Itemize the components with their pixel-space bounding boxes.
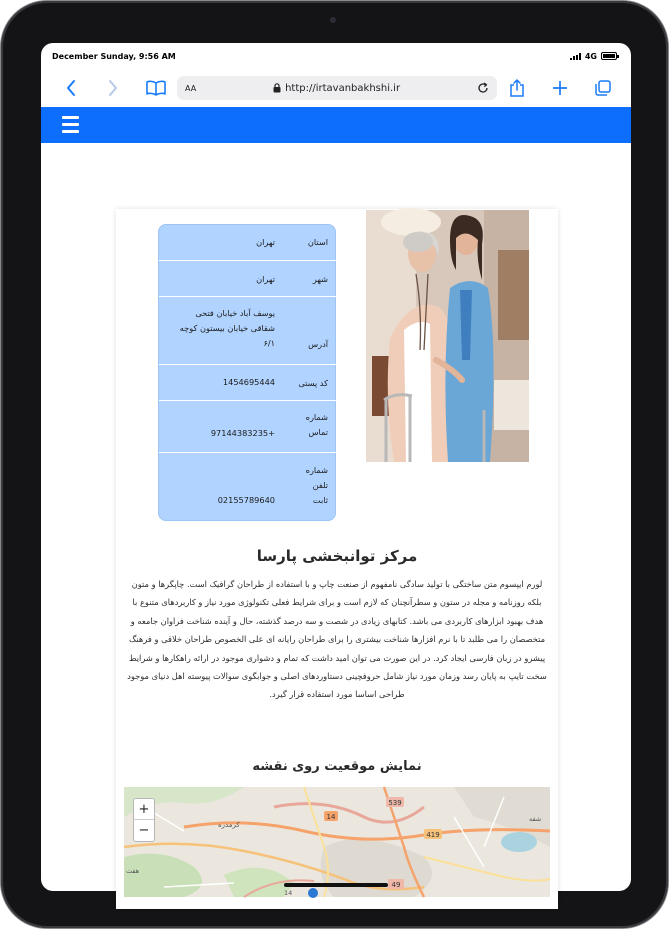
info-value: 02155789640	[217, 495, 275, 505]
battery-icon	[601, 52, 617, 60]
info-value: تهران	[256, 237, 275, 247]
info-value: +97144383235	[210, 428, 275, 438]
info-value: تهران	[256, 274, 275, 284]
hamburger-icon[interactable]	[62, 116, 79, 133]
caregiver-photo	[366, 210, 529, 462]
map-edge-label-left: هفت	[126, 867, 140, 875]
lock-icon	[273, 83, 281, 93]
chevron-right-icon	[108, 80, 118, 96]
new-tab-button[interactable]	[548, 77, 572, 99]
status-bar	[41, 43, 631, 69]
forward-button[interactable]	[101, 77, 125, 99]
browser-toolbar	[41, 69, 631, 107]
site-navbar	[41, 107, 631, 143]
info-label: استان	[307, 237, 328, 247]
info-row-postal-code	[159, 365, 337, 401]
info-row-landline	[159, 453, 337, 522]
info-table	[158, 224, 336, 521]
info-row-address	[159, 297, 337, 365]
info-label: شهر	[312, 274, 328, 284]
info-row-city	[159, 261, 337, 297]
info-label: شماره تلفن ثابت	[305, 465, 328, 505]
info-row-province	[159, 225, 337, 261]
reader-button[interactable]: AA	[185, 83, 197, 93]
info-row-phone	[159, 401, 337, 453]
road-label-partial: 14	[284, 889, 293, 897]
road-label-49: 49	[391, 881, 401, 889]
network-label: 4G	[584, 51, 597, 61]
district-label: کرمدره	[218, 821, 240, 829]
book-icon	[146, 80, 166, 96]
screen	[41, 43, 631, 897]
bookmarks-button[interactable]	[144, 77, 168, 99]
reload-icon[interactable]	[477, 82, 489, 94]
location-map[interactable]	[124, 787, 550, 897]
url-display	[196, 83, 477, 94]
url-text: http://irtavanbakhshi.ir	[285, 82, 401, 94]
zoom-out-button[interactable]: −	[138, 823, 150, 838]
home-indicator[interactable]	[284, 883, 388, 887]
signal-icon	[570, 53, 581, 60]
info-value: 1454695444	[222, 377, 275, 387]
status-indicators	[570, 52, 617, 61]
share-icon	[510, 79, 524, 97]
road-label-419: 419	[426, 831, 440, 839]
info-label: آدرس	[308, 339, 328, 349]
tablet-frame	[1, 1, 668, 928]
status-datetime: December Sunday, 9:56 AM	[52, 51, 176, 61]
tabs-button[interactable]	[591, 77, 615, 99]
share-button[interactable]	[505, 77, 529, 99]
info-label: شماره تماس	[305, 412, 328, 437]
tabs-icon	[595, 80, 611, 96]
zoom-in-button[interactable]: +	[134, 799, 154, 820]
location-marker-icon[interactable]	[308, 888, 318, 898]
plus-icon	[553, 81, 567, 95]
map-tiles	[124, 787, 550, 897]
road-label-539: 539	[388, 799, 402, 807]
map-zoom-control	[133, 798, 155, 842]
info-value: یوسف آباد خیابان فتحی شقاقی خیابان بیستون کوچه ۶/۱	[179, 308, 275, 348]
address-bar[interactable]	[177, 76, 497, 100]
map-section-title: نمایش موقعیت روی نقشه	[252, 759, 422, 774]
info-label: کد پستی	[298, 378, 328, 388]
chevron-left-icon	[66, 80, 76, 96]
back-button[interactable]	[59, 77, 83, 99]
center-description: لورم ایپسوم متن ساختگی با تولید سادگی نامفهوم از صنعت چاپ و با استفاده از طراحان گرافیک است. چاپگرها و متون بلکه روزنامه و مجله در ستون و سطرآنچنان که لازم است و برای شرایط فعلی تکنولوژی مورد نیاز و کاربردهای متنوع با هدف بهبود ابزارهای کاربردی می باشد. کتابهای زیادی در شصت و سه درصد گذشته، حال و آینده شناخت فراوان جامعه و متخصصان را می طلبد تا با نرم افزارها شناخت بیشتری را برای طراحان رایانه ای علی الخصوص طراحان خلاقی و فرهنگ پیشرو در زبان فارسی ایجاد کرد. در این صورت می توان امید داشت که تمام و دشواری موجود در ارائه راهکارها و شرایط سخت تایپ به پایان رسد وزمان مورد نیاز شامل حروفچینی دستاوردهای اصلی و جوابگوی سوالات پیوسته اهل دنیای موجود طراحی اساسا مورد استفاده قرار گیرد.	[127, 579, 547, 700]
road-label-14: 14	[326, 813, 336, 821]
center-title: مرکز توانبخشی پارسا	[256, 547, 418, 565]
map-edge-label-right: شفه	[529, 815, 542, 823]
front-camera	[330, 17, 336, 23]
